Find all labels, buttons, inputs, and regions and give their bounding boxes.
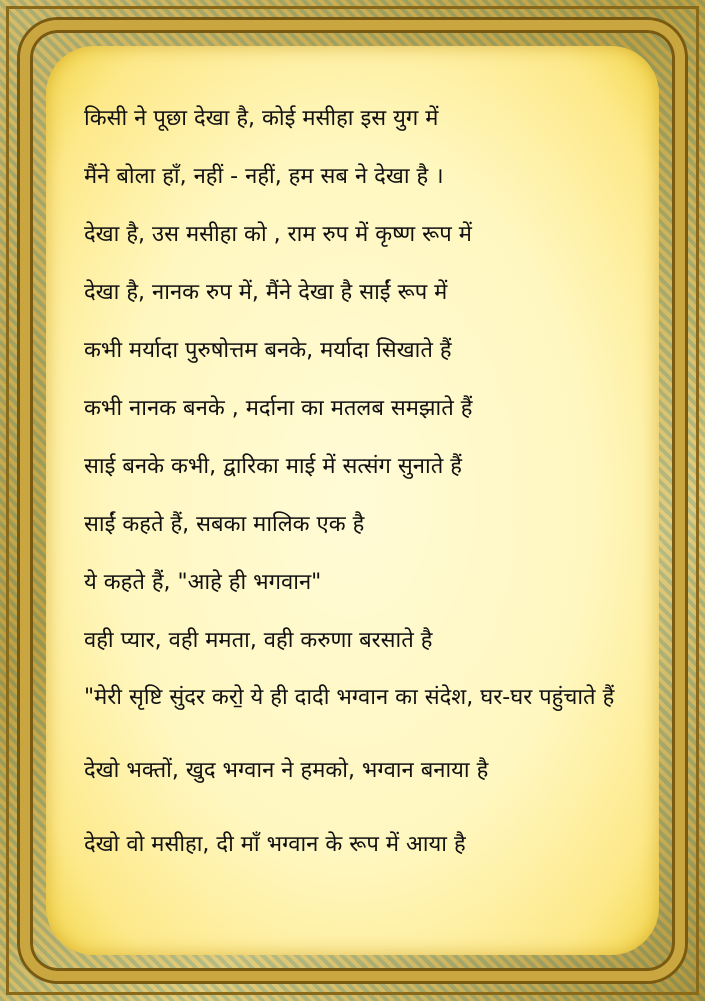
poem-line: कभी मर्यादा पुरुषोत्तम बनके, मर्यादा सिखाते हैं [84, 338, 452, 363]
poem-line: किसी ने पूछा देखा है, कोई मसीहा इस युग में [84, 106, 439, 131]
poem-line: देखा है, नानक रुप में, मैंने देखा है साईं रूप में [84, 280, 448, 305]
poem-line: देखो वो मसीहा, दी माँ भग्वान के रूप में आया है [84, 832, 466, 857]
poem-line: देखो भक्तों, खुद भग्वान ने हमको, भग्वान बनाया है [84, 758, 489, 783]
poem-line: "मेरी सृष्टि सुंदर करो॒ ये ही दादी भग्वान का संदेश, घर-घर पहुंचाते हैं [84, 685, 615, 710]
poem-line: साई बनके कभी, द्वारिका माई में सत्संग सुनाते हैं [84, 454, 462, 479]
poem-text [84, 103, 624, 887]
poem-line: मैंने बोला हाँ, नहीं - नहीं, हम सब ने देखा है । [84, 164, 444, 189]
poem-line: कभी नानक बनके , मर्दाना का मतलब समझाते हैं [84, 396, 473, 421]
poem-line: साईं कहते हैं, सबका मालिक एक है [84, 512, 365, 537]
poem-line: देखा है, उस मसीहा को , राम रुप में कृष्ण रूप में [84, 222, 472, 247]
poem-line: वही प्यार, वही ममता, वही करुणा बरसाते है [84, 628, 433, 653]
poem-line: ये कहते हैं, "आहे ही भगवान" [84, 570, 322, 595]
